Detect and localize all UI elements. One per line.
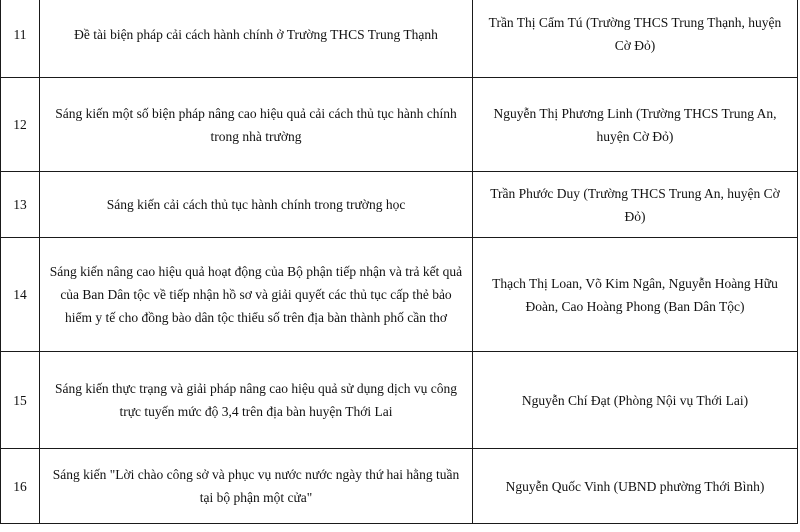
initiative-author: Trần Phước Duy (Trường THCS Trung An, huyện Cờ Đỏ) (473, 172, 798, 238)
initiative-title: Sáng kiến một số biện pháp nâng cao hiệu quả cải cách thủ tục hành chính trong nhà trường (40, 78, 473, 172)
table-row (1, 172, 798, 238)
table-row (1, 78, 798, 172)
row-number: 11 (1, 0, 40, 78)
row-number: 16 (1, 449, 40, 524)
row-number: 14 (1, 238, 40, 352)
initiative-author: Thạch Thị Loan, Võ Kim Ngân, Nguyễn Hoàng Hữu Đoàn, Cao Hoàng Phong (Ban Dân Tộc) (473, 238, 798, 352)
initiative-title: Sáng kiến nâng cao hiệu quả hoạt động của Bộ phận tiếp nhận và trả kết quả của Ban Dân tộc về tiếp nhận hồ sơ và giải quyết các thủ tục cấp thẻ bảo hiểm y tế cho đồng bào dân tộc thiểu số trên địa bàn thành phố cần thơ (40, 238, 473, 352)
table-body (1, 0, 798, 524)
row-number: 15 (1, 352, 40, 449)
table-row (1, 352, 798, 449)
initiative-title: Sáng kiến cải cách thủ tục hành chính trong trường học (40, 172, 473, 238)
row-number: 12 (1, 78, 40, 172)
initiative-author: Nguyễn Chí Đạt (Phòng Nội vụ Thới Lai) (473, 352, 798, 449)
initiative-title: Sáng kiến thực trạng và giải pháp nâng cao hiệu quả sử dụng dịch vụ công trực tuyến mức độ 3,4 trên địa bàn huyện Thới Lai (40, 352, 473, 449)
initiative-title: Sáng kiến "Lời chào công sở và phục vụ nước nước ngày thứ hai hằng tuần tại bộ phận một cửa" (40, 449, 473, 524)
table-row (1, 449, 798, 524)
table-row (1, 238, 798, 352)
initiative-author: Nguyễn Thị Phương Linh (Trường THCS Trung An, huyện Cờ Đỏ) (473, 78, 798, 172)
table-row (1, 0, 798, 78)
initiative-author: Trần Thị Cẩm Tú (Trường THCS Trung Thạnh, huyện Cờ Đỏ) (473, 0, 798, 78)
initiative-author: Nguyễn Quốc Vinh (UBND phường Thới Bình) (473, 449, 798, 524)
initiative-title: Đề tài biện pháp cải cách hành chính ở Trường THCS Trung Thạnh (40, 0, 473, 78)
row-number: 13 (1, 172, 40, 238)
